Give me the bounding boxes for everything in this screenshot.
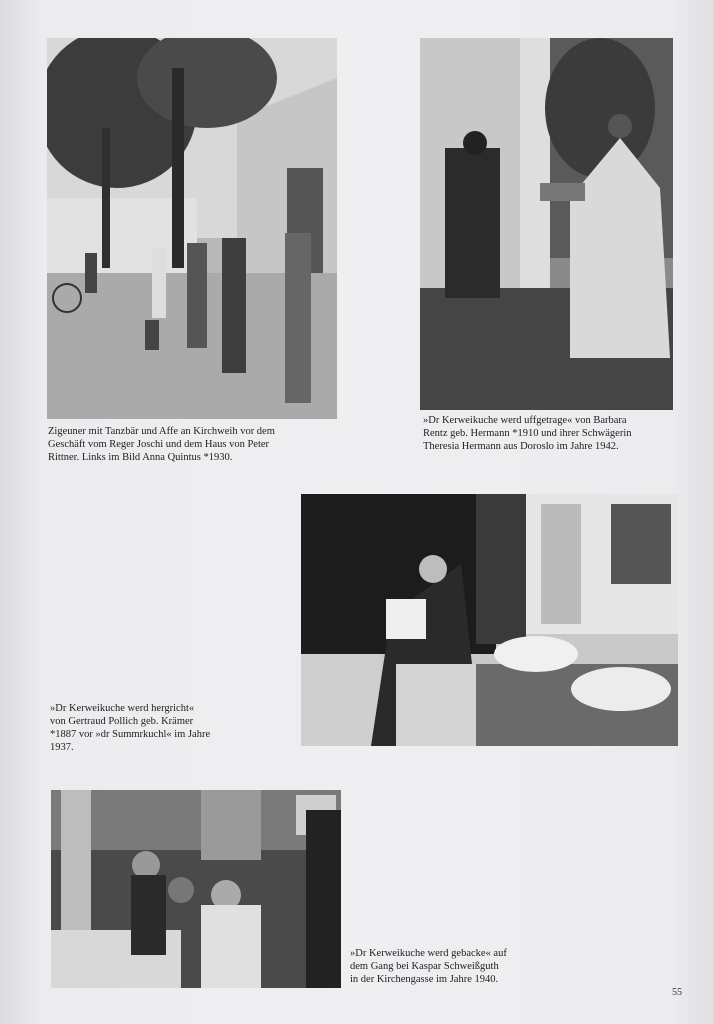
caption-line: Rentz geb. Hermann *1910 und ihrer Schwägerin [423, 428, 632, 439]
caption-line: Theresia Hermann aus Doroslo im Jahre 1942. [423, 441, 619, 452]
caption-line: *1887 vor »dr Summrkuchl« im Jahre [50, 729, 211, 740]
caption-line: Geschäft vom Reger Joschi und dem Haus von Peter [48, 439, 270, 450]
caption-line: »Dr Kerweikuche werd hergricht« [50, 703, 195, 714]
photo-baking-corridor [51, 790, 341, 988]
caption-line: Rittner. Links im Bild Anna Quintus *1930. [48, 452, 233, 463]
caption-street-scene [48, 425, 338, 464]
caption-line: 1937. [50, 742, 74, 753]
caption-line: »Dr Kerweikuche werd gebacke« auf [350, 948, 507, 959]
caption-line: Zigeuner mit Tanzbär und Affe an Kirchweih vor dem [48, 426, 275, 437]
caption-carrying-cake [423, 414, 683, 453]
page-number: 55 [672, 987, 682, 998]
photo-street-scene [47, 38, 337, 419]
caption-line: von Gertraud Pollich geb. Krämer [50, 716, 194, 727]
caption-line: »Dr Kerweikuche werd uffgetrage« von Barbara [423, 415, 627, 426]
caption-kitchen-woman [50, 702, 290, 754]
caption-line: dem Gang bei Kaspar Schweißguth [350, 961, 499, 972]
caption-baking-corridor [350, 947, 590, 986]
caption-line: in der Kirchengasse im Jahre 1940. [350, 974, 499, 985]
photo-kitchen-woman [301, 494, 678, 746]
photo-carrying-cake [420, 38, 673, 410]
